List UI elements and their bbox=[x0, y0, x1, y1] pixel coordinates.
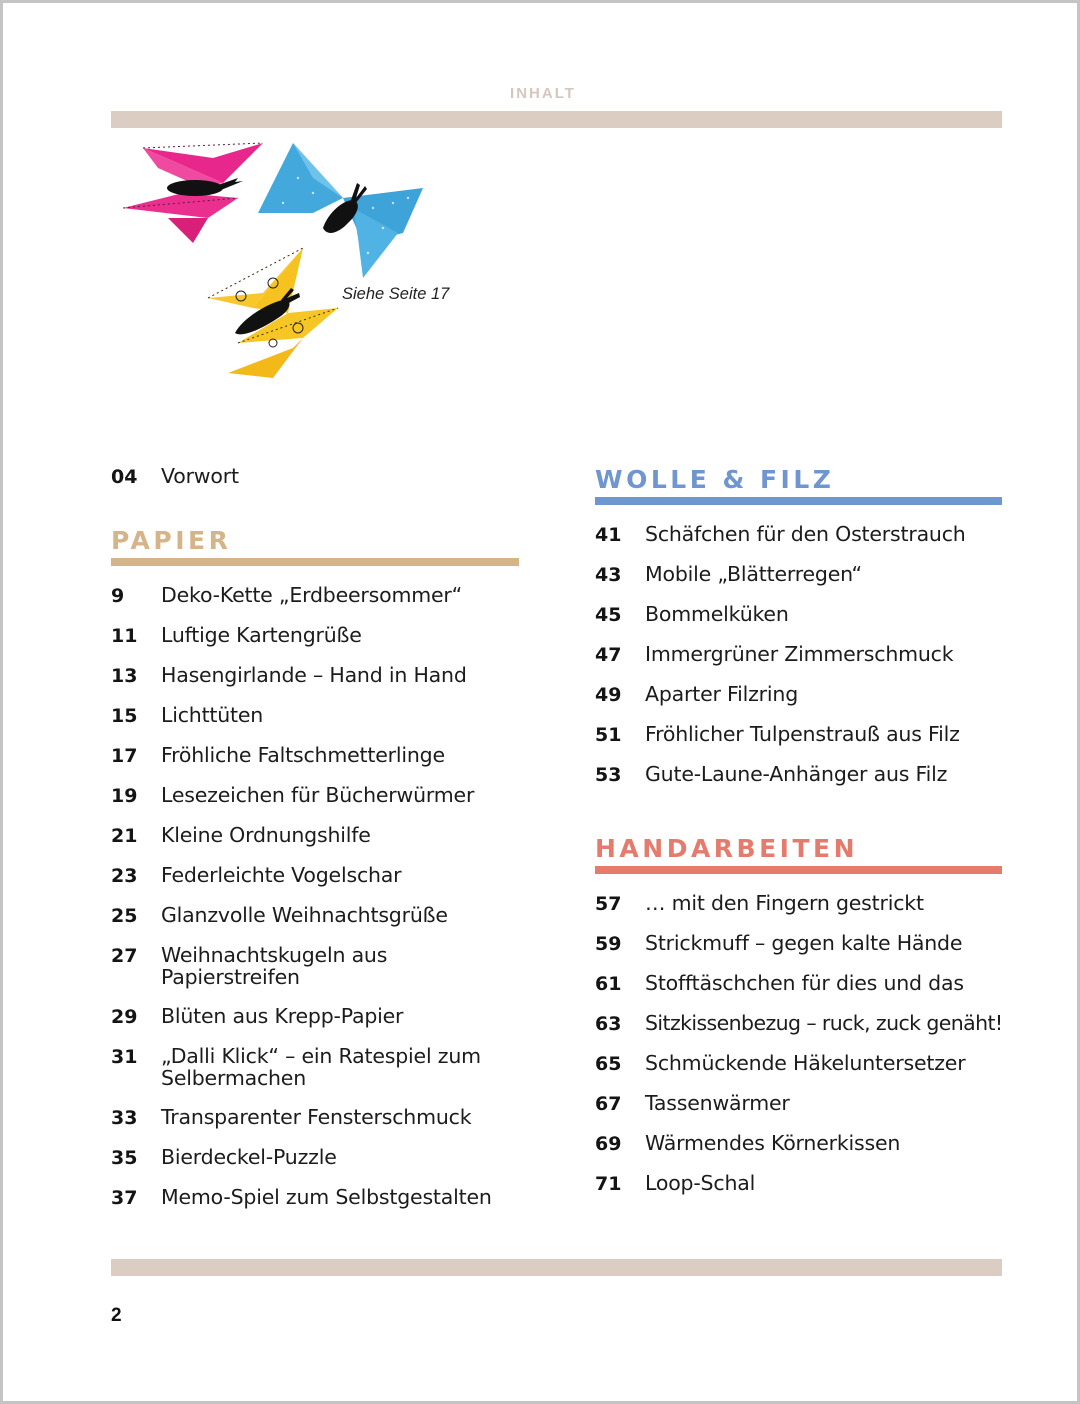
entry-title: Strickmuff – gegen kalte Hände bbox=[645, 931, 963, 955]
page-number: 15 bbox=[111, 705, 138, 727]
toc-entry[interactable] bbox=[595, 763, 1002, 786]
entry-title: Lichttüten bbox=[161, 703, 264, 727]
page-number: 21 bbox=[111, 825, 138, 847]
page-number: 35 bbox=[111, 1147, 138, 1169]
entry-title: Schmückende Häkeluntersetzer bbox=[645, 1051, 966, 1075]
entry-title: Lesezeichen für Bücherwürmer bbox=[161, 783, 475, 807]
toc-entry[interactable] bbox=[111, 1005, 521, 1028]
page-number: 69 bbox=[595, 1133, 622, 1155]
entry-title: Kleine Ordnungshilfe bbox=[161, 823, 371, 847]
section-label: PAPIER bbox=[111, 526, 232, 555]
page-number: 63 bbox=[595, 1013, 622, 1035]
entry-title: … mit den Fingern gestrickt bbox=[645, 891, 924, 915]
section-label: HANDARBEITEN bbox=[595, 834, 859, 863]
entry-title: Loop-Schal bbox=[645, 1171, 756, 1195]
entry-title: Stofftäschchen für dies und das bbox=[645, 971, 964, 995]
footer-bar bbox=[111, 1259, 1002, 1276]
entry-title: Luftige Kartengrüße bbox=[161, 623, 362, 647]
page-number: 65 bbox=[595, 1053, 622, 1075]
section-rule bbox=[595, 497, 1002, 505]
toc-entry[interactable] bbox=[595, 683, 1002, 706]
page-number: 59 bbox=[595, 933, 622, 955]
section-heading-wolle-filz bbox=[595, 465, 1002, 505]
entry-title: Mobile „Blätterregen“ bbox=[645, 562, 862, 586]
entry-title: Tassenwärmer bbox=[645, 1091, 790, 1115]
page-number: 11 bbox=[111, 625, 138, 647]
toc-entry[interactable] bbox=[111, 624, 521, 647]
page-number: 25 bbox=[111, 905, 138, 927]
page-number: 57 bbox=[595, 893, 622, 915]
entry-title: Immergrüner Zimmerschmuck bbox=[645, 642, 954, 666]
section-rule bbox=[595, 866, 1002, 874]
figure-caption: Siehe Seite 17 bbox=[342, 285, 450, 303]
section-label: WOLLE & FILZ bbox=[595, 465, 835, 494]
toc-entry[interactable] bbox=[111, 944, 521, 988]
toc-entry[interactable] bbox=[595, 892, 1002, 915]
entry-title: Bierdeckel-Puzzle bbox=[161, 1145, 337, 1169]
toc-entry[interactable] bbox=[595, 1092, 1002, 1115]
toc-entry[interactable] bbox=[595, 723, 1002, 746]
entry-title: Fröhlicher Tulpenstrauß aus Filz bbox=[645, 722, 960, 746]
entry-title: Blüten aus Krepp-Papier bbox=[161, 1004, 404, 1028]
entry-title: Deko-Kette „Erdbeersommer“ bbox=[161, 583, 463, 607]
toc-entry[interactable] bbox=[111, 584, 521, 607]
page-number-folio: 2 bbox=[111, 1305, 122, 1326]
page-number: 33 bbox=[111, 1107, 138, 1129]
toc-column-left bbox=[111, 465, 521, 1226]
page-number: 29 bbox=[111, 1006, 138, 1028]
entry-title: Sitzkissenbezug – ruck, zuck genäht! bbox=[645, 1011, 1003, 1035]
page-number: 17 bbox=[111, 745, 138, 767]
entry-title: Hasengirlande – Hand in Hand bbox=[161, 663, 467, 687]
yellow-butterfly-icon bbox=[208, 248, 338, 378]
page-number: 04 bbox=[111, 466, 138, 488]
section-rule bbox=[111, 558, 519, 566]
page-number: 41 bbox=[595, 524, 622, 546]
entry-title: Weihnachtskugeln aus Papierstreifen bbox=[161, 943, 388, 989]
page-number: 53 bbox=[595, 764, 622, 786]
entry-title: Federleichte Vogelschar bbox=[161, 863, 402, 887]
entry-title: Vorwort bbox=[161, 464, 239, 488]
page-number: 13 bbox=[111, 665, 138, 687]
toc-entry[interactable] bbox=[111, 864, 521, 887]
entry-title: Schäfchen für den Osterstrauch bbox=[645, 522, 966, 546]
page-number: 19 bbox=[111, 785, 138, 807]
page-number: 51 bbox=[595, 724, 622, 746]
toc-entry[interactable] bbox=[111, 664, 521, 687]
page-number: 71 bbox=[595, 1173, 622, 1195]
blue-butterfly-icon bbox=[258, 143, 423, 278]
section-heading-papier bbox=[111, 526, 521, 566]
page-number: 23 bbox=[111, 865, 138, 887]
page-number: 45 bbox=[595, 604, 622, 626]
toc-entry[interactable] bbox=[595, 1132, 1002, 1155]
toc-entry[interactable] bbox=[595, 563, 1002, 586]
toc-entry[interactable] bbox=[111, 1186, 521, 1209]
toc-entry[interactable] bbox=[111, 784, 521, 807]
toc-entry[interactable] bbox=[595, 972, 1002, 995]
pink-butterfly-icon bbox=[123, 143, 263, 243]
toc-entry[interactable] bbox=[111, 904, 521, 927]
page-number: 49 bbox=[595, 684, 622, 706]
butterflies-image bbox=[113, 138, 453, 388]
toc-entry[interactable] bbox=[595, 1172, 1002, 1195]
page-number: 61 bbox=[595, 973, 622, 995]
entry-title: „Dalli Klick“ – ein Ratespiel zum Selbermachen bbox=[161, 1044, 481, 1090]
running-head: INHALT bbox=[510, 85, 576, 102]
toc-entry[interactable] bbox=[111, 824, 521, 847]
entry-title: Transparenter Fensterschmuck bbox=[161, 1105, 472, 1129]
toc-entry-vorwort[interactable] bbox=[111, 465, 521, 488]
toc-entry[interactable] bbox=[595, 1012, 1002, 1035]
page-number: 37 bbox=[111, 1187, 138, 1209]
toc-entry[interactable] bbox=[111, 1146, 521, 1169]
entry-title: Fröhliche Faltschmetterlinge bbox=[161, 743, 445, 767]
page-number: 43 bbox=[595, 564, 622, 586]
header-bar bbox=[111, 111, 1002, 128]
entry-title: Aparter Filzring bbox=[645, 682, 799, 706]
page-number: 27 bbox=[111, 945, 138, 967]
toc-entry[interactable] bbox=[111, 704, 521, 727]
toc-entry[interactable] bbox=[595, 932, 1002, 955]
page-number: 67 bbox=[595, 1093, 622, 1115]
entry-title: Gute-Laune-Anhänger aus Filz bbox=[645, 762, 948, 786]
toc-entry[interactable] bbox=[111, 1045, 521, 1089]
page-number: 9 bbox=[111, 585, 125, 607]
page-number: 31 bbox=[111, 1046, 138, 1068]
entry-title: Memo-Spiel zum Selbstgestalten bbox=[161, 1185, 492, 1209]
toc-column-right bbox=[595, 465, 1002, 1212]
toc-entry[interactable] bbox=[595, 523, 1002, 546]
section-heading-handarbeiten bbox=[595, 834, 1002, 874]
entry-title: Bommelküken bbox=[645, 602, 789, 626]
toc-entry[interactable] bbox=[595, 1052, 1002, 1075]
entry-title: Glanzvolle Weihnachtsgrüße bbox=[161, 903, 448, 927]
toc-entry[interactable] bbox=[595, 603, 1002, 626]
toc-entry[interactable] bbox=[595, 643, 1002, 666]
toc-entry[interactable] bbox=[111, 1106, 521, 1129]
entry-title: Wärmendes Körnerkissen bbox=[645, 1131, 901, 1155]
page-number: 47 bbox=[595, 644, 622, 666]
toc-entry[interactable] bbox=[111, 744, 521, 767]
